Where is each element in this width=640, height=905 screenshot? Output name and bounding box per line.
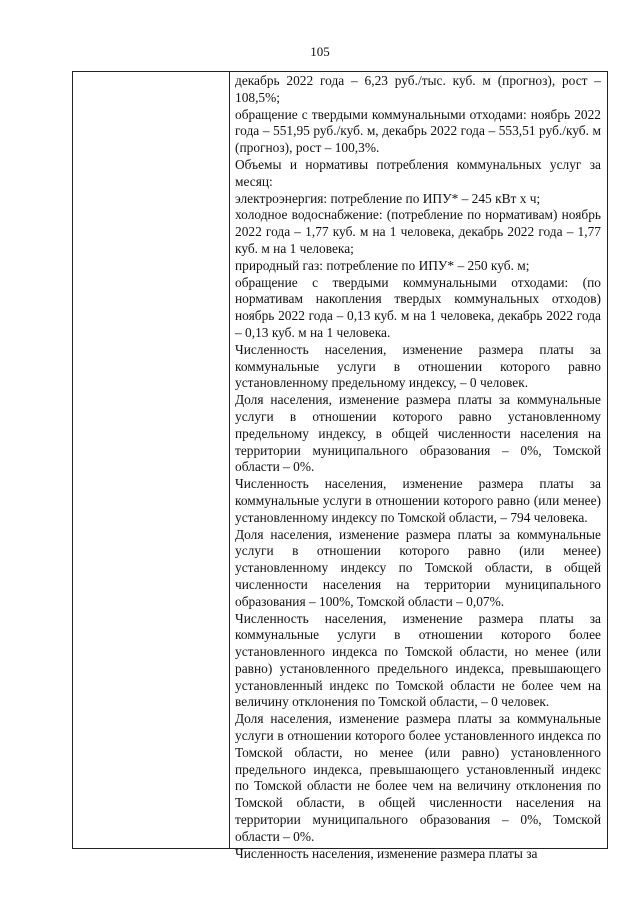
paragraph: Объемы и нормативы потребления коммунальных услуг за месяц: <box>235 156 601 189</box>
paragraph: электроэнергия: потребление по ИПУ* – 245 кВт х ч; <box>235 190 541 206</box>
paragraph: обращение с твердыми коммунальными отходами: (по нормативам накопления твердых коммунальных отходов) ноябрь 2022 года – 0,13 куб. м на 1 человека, декабрь 2022 года – 0,13 куб. м на 1 человека. <box>235 274 601 340</box>
paragraph: природный газ: потребление по ИПУ* – 250 куб. м; <box>235 257 530 273</box>
paragraph: Доля населения, изменение размера платы за коммунальные услуги в отношении которого равно установленному предельному индексу, в общей численности населения на территории муниципального образования – 0%, Томской области – 0%. <box>235 392 601 475</box>
paragraph: обращение с твердыми коммунальными отходами: ноябрь 2022 года – 551,95 руб./куб. м, декабрь 2022 года – 553,51 руб./куб. м (прогноз), рост – 100,3%. <box>235 106 601 156</box>
paragraph: Доля населения, изменение размера платы за коммунальные услуги в отношении которого равно (или менее) установленному индексу по Томской области, в общей численности населения на территории муниципального образования – 100%, Томской области – 0,07%. <box>235 526 601 609</box>
paragraph: Численность населения, изменение размера платы за коммунальные услуги в отношении которого равно (или менее) установленному индексу по Томской области, – 794 человека. <box>235 476 601 525</box>
paragraph: декабрь 2022 года – 6,23 руб./тыс. куб. м (прогноз), рост – 108,5%; <box>235 73 601 105</box>
page-number: 105 <box>310 44 330 59</box>
table-right-column <box>230 72 607 861</box>
paragraph: Численность населения, изменение размера платы за коммунальные услуги в отношении которого более установленного индекса по Томской области, но менее (или равно) установленного предельного индекса, превышающего установленный индекс по Томской области не более чем на величину отклонения по Томской области, – 0 человек. <box>235 610 601 710</box>
paragraph: Численность населения, изменение размера платы за коммунальные услуги в отношении которого равно установленному предельному индексу, – 0 человек. <box>235 341 601 391</box>
paragraph: Доля населения, изменение размера платы за коммунальные услуги в отношении которого более установленного индекса по Томской области, но менее (или равно) установленного предельного индекса, превышающего установленный индекс по Томской области не более чем на величину отклонения по Томской области, в общей численности населения на территории муниципального образования – 0%, Томской области – 0%. <box>235 711 601 844</box>
content-table <box>72 71 608 861</box>
paragraph: холодное водоснабжение: (потребление по нормативам) ноябрь 2022 года – 1,77 куб. м на 1 человека, декабрь 2022 года – 1,77 куб. м на 1 человека; <box>235 207 601 256</box>
table-left-column <box>73 72 230 848</box>
paragraph: Численность населения, изменение размера платы за <box>235 845 538 861</box>
